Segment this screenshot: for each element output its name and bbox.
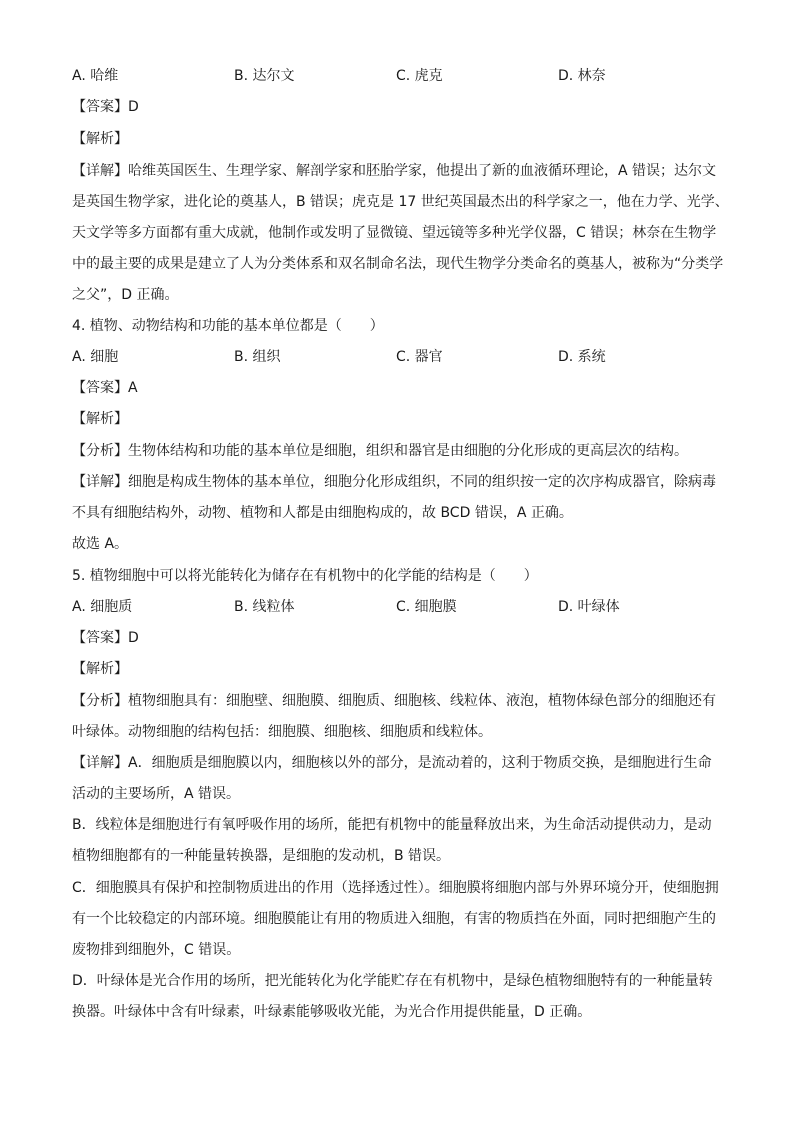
q5-fenxi-line: 叶绿体。动物细胞的结构包括：细胞膜、细胞核、细胞质和线粒体。 — [72, 724, 492, 740]
q5-analysis-label: 【解析】 — [72, 661, 128, 677]
q3-detail-line: 是英国生物学家，进化论的奠基人，B 错误；虎克是 17 世纪英国最杰出的科学家之一，他在力学、光学、 — [72, 194, 729, 210]
q4-fenxi: 【分析】生物体结构和功能的基本单位是细胞，组织和器官是由细胞的分化形成的更高层次的结构。 — [72, 443, 688, 459]
q3-option-b: B. 达尔文 — [234, 68, 295, 84]
q3-options — [72, 66, 732, 86]
q4-option-d: D. 系统 — [558, 349, 606, 365]
q5-detail-line: C．细胞膜具有保护和控制物质进出的作用（选择透过性）。细胞膜将细胞内部与外界环境分开，使细胞拥 — [72, 880, 719, 896]
q5-detail-line: D．叶绿体是光合作用的场所，把光能转化为化学能贮存在有机物中，是绿色植物细胞特有的一种能量转 — [72, 973, 713, 989]
q4-option-c: C. 器官 — [396, 349, 443, 365]
q4-option-b: B. 组织 — [234, 349, 281, 365]
q4-conclusion: 故选 A。 — [72, 536, 129, 552]
q4-answer: 【答案】A — [72, 380, 138, 396]
q4-question: 4. 植物、动物结构和功能的基本单位都是（ ） — [72, 318, 384, 334]
q5-option-b: B. 线粒体 — [234, 599, 295, 615]
q4-detail-line: 不具有细胞结构外，动物、植物和人都是由细胞构成的，故 BCD 错误，A 正确。 — [72, 505, 573, 521]
q5-option-a: A. 细胞质 — [72, 599, 133, 615]
q4-detail-line: 【详解】细胞是构成生物体的基本单位，细胞分化形成组织，不同的组织按一定的次序构成器官，除病毒 — [72, 474, 716, 490]
q5-fenxi-line: 【分析】植物细胞具有：细胞壁、细胞膜、细胞质、细胞核、线粒体、液泡，植物体绿色部分的细胞还有 — [72, 693, 716, 709]
q5-question: 5. 植物细胞中可以将光能转化为储存在有机物中的化学能的结构是（ ） — [72, 568, 538, 584]
q5-answer: 【答案】D — [72, 630, 139, 646]
q5-option-d: D. 叶绿体 — [558, 599, 620, 615]
q3-option-c: C. 虎克 — [396, 68, 443, 84]
q3-detail-line: 之父”，D 正确。 — [72, 287, 179, 303]
q5-detail-line: 有一个比较稳定的内部环境。细胞膜能让有用的物质进入细胞，有害的物质挡在外面，同时把细胞产生的 — [72, 911, 716, 927]
q5-detail-line: B．线粒体是细胞进行有氧呼吸作用的场所，能把有机物中的能量释放出来，为生命活动提供动力，是动 — [72, 817, 712, 833]
q3-option-a: A. 哈维 — [72, 68, 119, 84]
q5-detail-line: 换器。叶绿体中含有叶绿素，叶绿素能够吸收光能，为光合作用提供能量，D 正确。 — [72, 1004, 592, 1020]
q3-detail-line: 天文学等多方面都有重大成就，他制作或发明了显微镜、望远镜等多种光学仪器，C 错误；林奈在生物学 — [72, 225, 717, 241]
q5-option-c: C. 细胞膜 — [396, 599, 457, 615]
q3-detail-line: 中的最主要的成果是建立了人为分类体系和双名制命名法，现代生物学分类命名的奠基人，被称为“分类学 — [72, 256, 724, 272]
q3-detail-line: 【详解】哈维英国医生、生理学家、解剖学家和胚胎学家，他提出了新的血液循环理论，A 错误；达尔文 — [72, 163, 717, 179]
q5-detail-line: 植物细胞都有的一种能量转换器，是细胞的发动机，B 错误。 — [72, 848, 451, 864]
q3-answer: 【答案】D — [72, 99, 139, 115]
q5-detail-line: 废物排到细胞外，C 错误。 — [72, 942, 241, 958]
q5-detail-line: 活动的主要场所，A 错误。 — [72, 786, 241, 802]
q4-analysis-label: 【解析】 — [72, 411, 128, 427]
q5-detail-line: 【详解】A．细胞质是细胞膜以内，细胞核以外的部分，是流动着的，这利于物质交换，是细胞进行生命 — [72, 755, 712, 771]
q4-options — [72, 347, 732, 367]
q4-option-a: A. 细胞 — [72, 349, 119, 365]
q5-options — [72, 597, 732, 617]
q3-analysis-label: 【解析】 — [72, 131, 128, 147]
q3-option-d: D. 林奈 — [558, 68, 606, 84]
